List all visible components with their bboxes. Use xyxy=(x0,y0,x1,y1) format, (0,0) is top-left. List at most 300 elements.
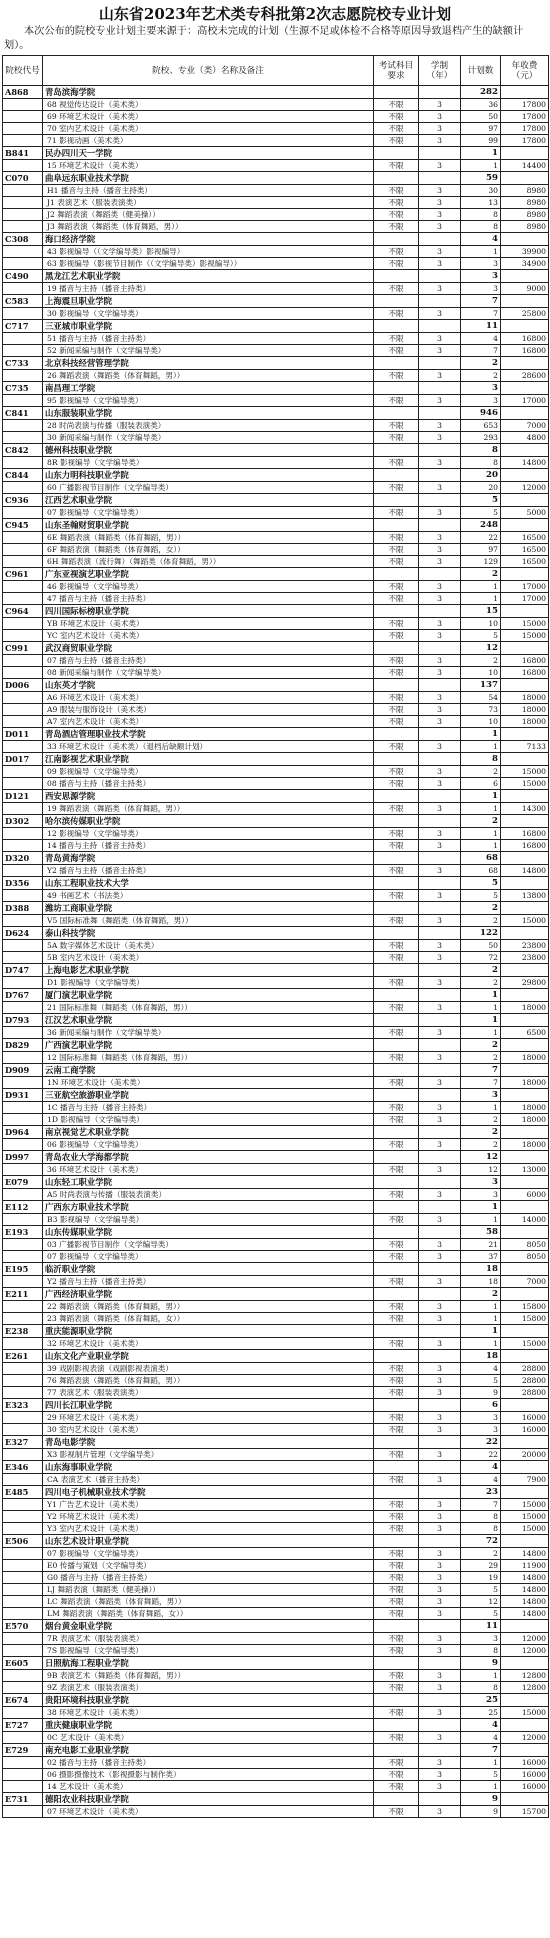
plan-cell: 18 xyxy=(461,1276,501,1288)
major-row xyxy=(3,952,549,964)
requirement-cell: 不限 xyxy=(374,395,419,407)
duration-cell: 3 xyxy=(419,1633,461,1645)
table-header-row xyxy=(3,56,549,86)
major-row xyxy=(3,556,549,568)
fee-cell: 15000 xyxy=(501,1338,549,1350)
duration-cell xyxy=(419,1436,461,1449)
plan-cell: 1 xyxy=(461,581,501,593)
duration-cell: 3 xyxy=(419,1548,461,1560)
name-cell: LC 舞蹈表演（舞蹈类（体育舞蹈，男）） xyxy=(43,1596,374,1608)
school-code xyxy=(3,432,43,444)
duration-cell xyxy=(419,605,461,618)
duration-cell: 3 xyxy=(419,1806,461,1818)
fee-cell: 16000 xyxy=(501,1781,549,1793)
school-row xyxy=(3,815,549,828)
name-cell: 07 影视编导（文学编导类） xyxy=(43,1548,374,1560)
school-code: D909 xyxy=(3,1064,43,1077)
requirement-cell: 不限 xyxy=(374,333,419,345)
duration-cell: 3 xyxy=(419,308,461,320)
school-code: A868 xyxy=(3,86,43,99)
school-code xyxy=(3,395,43,407)
plan-cell: 54 xyxy=(461,692,501,704)
plan-cell: 1 xyxy=(461,593,501,605)
fee-cell: 15000 xyxy=(501,618,549,630)
requirement-cell xyxy=(374,1719,419,1732)
fee-cell xyxy=(501,902,549,915)
name-cell: CA 表演艺术（播音主持类） xyxy=(43,1474,374,1486)
name-cell: 南充电影工业职业学院 xyxy=(43,1744,374,1757)
school-code xyxy=(3,1682,43,1694)
requirement-cell: 不限 xyxy=(374,1251,419,1263)
name-cell: 12 影视编导（文学编导类） xyxy=(43,828,374,840)
major-row xyxy=(3,507,549,519)
school-row xyxy=(3,568,549,581)
school-code xyxy=(3,1424,43,1436)
name-cell: 69 环境艺术设计（美术类） xyxy=(43,111,374,123)
requirement-cell: 不限 xyxy=(374,940,419,952)
major-row xyxy=(3,1584,549,1596)
requirement-cell xyxy=(374,1014,419,1027)
major-row xyxy=(3,1412,549,1424)
requirement-cell: 不限 xyxy=(374,135,419,147)
school-code: E674 xyxy=(3,1694,43,1707)
school-code xyxy=(3,370,43,382)
major-row xyxy=(3,209,549,221)
school-code xyxy=(3,667,43,679)
school-code xyxy=(3,1769,43,1781)
school-row xyxy=(3,1535,549,1548)
duration-cell: 3 xyxy=(419,890,461,902)
duration-cell: 3 xyxy=(419,1670,461,1682)
name-cell: 临沂职业学院 xyxy=(43,1263,374,1276)
duration-cell: 3 xyxy=(419,1572,461,1584)
plan-cell: 3 xyxy=(461,1189,501,1201)
fee-cell: 13800 xyxy=(501,890,549,902)
major-row xyxy=(3,221,549,233)
school-code xyxy=(3,1027,43,1039)
name-cell: 46 影视编导（文学编导类） xyxy=(43,581,374,593)
plan-cell: 1 xyxy=(461,1201,501,1214)
plan-cell: 72 xyxy=(461,1535,501,1548)
duration-cell: 3 xyxy=(419,111,461,123)
name-cell: 青岛电影学院 xyxy=(43,1436,374,1449)
school-row xyxy=(3,1399,549,1412)
requirement-cell: 不限 xyxy=(374,432,419,444)
major-row xyxy=(3,1511,549,1523)
requirement-cell xyxy=(374,494,419,507)
fee-cell: 15800 xyxy=(501,1313,549,1325)
plan-cell: 29 xyxy=(461,1560,501,1572)
school-code: E112 xyxy=(3,1201,43,1214)
plan-cell: 2 xyxy=(461,815,501,828)
plan-cell: 1 xyxy=(461,828,501,840)
requirement-cell xyxy=(374,1535,419,1548)
requirement-cell xyxy=(374,902,419,915)
name-cell: 52 新闻采编与制作（文学编导类） xyxy=(43,345,374,357)
requirement-cell: 不限 xyxy=(374,221,419,233)
name-cell: 12 国际标准舞（舞蹈类（体育舞蹈，男）） xyxy=(43,1052,374,1064)
plan-cell: 8 xyxy=(461,1645,501,1657)
requirement-cell: 不限 xyxy=(374,716,419,728)
duration-cell: 3 xyxy=(419,977,461,989)
fee-cell: 12000 xyxy=(501,482,549,494)
school-code xyxy=(3,1375,43,1387)
duration-cell: 3 xyxy=(419,1189,461,1201)
name-cell: J2 舞蹈表演（舞蹈类（健美操）） xyxy=(43,209,374,221)
requirement-cell xyxy=(374,1226,419,1239)
requirement-cell: 不限 xyxy=(374,1002,419,1014)
school-row xyxy=(3,1064,549,1077)
requirement-cell: 不限 xyxy=(374,1114,419,1126)
duration-cell xyxy=(419,790,461,803)
fee-cell: 6000 xyxy=(501,1189,549,1201)
requirement-cell: 不限 xyxy=(374,185,419,197)
plan-cell: 8 xyxy=(461,444,501,457)
school-code xyxy=(3,778,43,790)
requirement-cell: 不限 xyxy=(374,1499,419,1511)
name-cell: 15 环境艺术设计（美术类） xyxy=(43,160,374,172)
school-row xyxy=(3,1226,549,1239)
school-code xyxy=(3,1572,43,1584)
header-duration: 学制（年） xyxy=(419,56,461,86)
requirement-cell: 不限 xyxy=(374,420,419,432)
major-row xyxy=(3,160,549,172)
fee-cell: 12000 xyxy=(501,1732,549,1744)
major-row xyxy=(3,1251,549,1263)
school-row xyxy=(3,927,549,940)
requirement-cell xyxy=(374,989,419,1002)
school-code xyxy=(3,890,43,902)
header-fee: 年收费（元） xyxy=(501,56,549,86)
plan-cell: 73 xyxy=(461,704,501,716)
fee-cell xyxy=(501,1694,549,1707)
school-code xyxy=(3,1608,43,1620)
duration-cell xyxy=(419,444,461,457)
duration-cell: 3 xyxy=(419,1449,461,1461)
fee-cell: 7000 xyxy=(501,1276,549,1288)
school-code xyxy=(3,1732,43,1744)
school-code xyxy=(3,1276,43,1288)
duration-cell: 3 xyxy=(419,1164,461,1176)
plan-cell: 1 xyxy=(461,1338,501,1350)
school-row xyxy=(3,1201,549,1214)
school-row xyxy=(3,790,549,803)
plan-cell: 8 xyxy=(461,1511,501,1523)
requirement-cell: 不限 xyxy=(374,593,419,605)
requirement-cell xyxy=(374,815,419,828)
requirement-cell xyxy=(374,605,419,618)
major-row xyxy=(3,135,549,147)
fee-cell: 16800 xyxy=(501,345,549,357)
plan-cell: 3 xyxy=(461,395,501,407)
requirement-cell: 不限 xyxy=(374,160,419,172)
school-row xyxy=(3,852,549,865)
fee-cell xyxy=(501,728,549,741)
duration-cell: 3 xyxy=(419,258,461,270)
name-cell: A9 服装与服饰设计（美术类） xyxy=(43,704,374,716)
name-cell: G0 播音与主持（播音主持类） xyxy=(43,1572,374,1584)
duration-cell xyxy=(419,728,461,741)
requirement-cell: 不限 xyxy=(374,1560,419,1572)
school-code xyxy=(3,457,43,469)
name-cell: 5A 数字媒体艺术设计（美术类） xyxy=(43,940,374,952)
fee-cell xyxy=(501,605,549,618)
plan-cell: 2 xyxy=(461,766,501,778)
fee-cell: 14300 xyxy=(501,803,549,815)
name-cell: 70 室内艺术设计（美术类） xyxy=(43,123,374,135)
duration-cell: 3 xyxy=(419,1560,461,1572)
school-code xyxy=(3,1781,43,1793)
name-cell: 青岛农业大学海都学院 xyxy=(43,1151,374,1164)
duration-cell: 3 xyxy=(419,99,461,111)
fee-cell: 7133 xyxy=(501,741,549,753)
duration-cell: 3 xyxy=(419,803,461,815)
name-cell: 19 舞蹈表演（舞蹈类（体育舞蹈，男）） xyxy=(43,803,374,815)
requirement-cell: 不限 xyxy=(374,457,419,469)
requirement-cell: 不限 xyxy=(374,1424,419,1436)
school-code: D767 xyxy=(3,989,43,1002)
requirement-cell: 不限 xyxy=(374,1276,419,1288)
major-row xyxy=(3,1164,549,1176)
major-row xyxy=(3,1608,549,1620)
school-code xyxy=(3,1499,43,1511)
major-row xyxy=(3,532,549,544)
name-cell: 青岛酒店管理职业技术学院 xyxy=(43,728,374,741)
school-code xyxy=(3,160,43,172)
plan-cell: 3 xyxy=(461,1176,501,1189)
duration-cell: 3 xyxy=(419,593,461,605)
duration-cell xyxy=(419,1719,461,1732)
requirement-cell xyxy=(374,1089,419,1102)
intro-paragraph: 本次公布的院校专业计划主要来源于：高校未完成的计划（生源不足或体检不合格等原因导致退档产生的缺额计划）。 xyxy=(4,26,524,51)
school-code xyxy=(3,333,43,345)
requirement-cell xyxy=(374,1657,419,1670)
major-row xyxy=(3,593,549,605)
name-cell: D1 影视编导（文学编导类） xyxy=(43,977,374,989)
plan-cell: 5 xyxy=(461,1608,501,1620)
name-cell: 5B 室内艺术设计（美术类） xyxy=(43,952,374,964)
name-cell: 南京视觉艺术职业学院 xyxy=(43,1126,374,1139)
duration-cell: 3 xyxy=(419,123,461,135)
name-cell: 北京科技经营管理学院 xyxy=(43,357,374,370)
name-cell: Y2 播音与主持（播音主持类） xyxy=(43,1276,374,1288)
requirement-cell xyxy=(374,753,419,766)
plan-cell: 72 xyxy=(461,952,501,964)
school-code: D793 xyxy=(3,1014,43,1027)
fee-cell: 20000 xyxy=(501,1449,549,1461)
school-code: E195 xyxy=(3,1263,43,1276)
fee-cell xyxy=(501,1039,549,1052)
school-code xyxy=(3,544,43,556)
duration-cell xyxy=(419,852,461,865)
requirement-cell: 不限 xyxy=(374,655,419,667)
requirement-cell: 不限 xyxy=(374,828,419,840)
requirement-cell: 不限 xyxy=(374,766,419,778)
plan-cell: 9 xyxy=(461,1806,501,1818)
plan-cell: 22 xyxy=(461,1436,501,1449)
name-cell: 39 戏剧影视表演（戏剧影视表演类） xyxy=(43,1363,374,1375)
duration-cell: 3 xyxy=(419,135,461,147)
plan-cell: 9 xyxy=(461,1657,501,1670)
fee-cell: 16000 xyxy=(501,1412,549,1424)
school-code xyxy=(3,1449,43,1461)
duration-cell: 3 xyxy=(419,1499,461,1511)
name-cell: 海口经济学院 xyxy=(43,233,374,246)
plan-cell: 5 xyxy=(461,630,501,642)
duration-cell xyxy=(419,1744,461,1757)
name-cell: 14 播音与主持（播音主持类） xyxy=(43,840,374,852)
requirement-cell: 不限 xyxy=(374,1027,419,1039)
fee-cell: 17000 xyxy=(501,581,549,593)
major-row xyxy=(3,667,549,679)
requirement-cell xyxy=(374,1486,419,1499)
duration-cell: 3 xyxy=(419,1596,461,1608)
school-row xyxy=(3,728,549,741)
school-row xyxy=(3,1039,549,1052)
requirement-cell xyxy=(374,568,419,581)
major-row xyxy=(3,1474,549,1486)
duration-cell xyxy=(419,1263,461,1276)
plan-cell: 13 xyxy=(461,197,501,209)
fee-cell: 8980 xyxy=(501,221,549,233)
fee-cell xyxy=(501,1657,549,1670)
major-row xyxy=(3,778,549,790)
requirement-cell: 不限 xyxy=(374,1596,419,1608)
name-cell: 03 广播影视节目制作（文学编导类） xyxy=(43,1239,374,1251)
school-code: E731 xyxy=(3,1793,43,1806)
duration-cell xyxy=(419,519,461,532)
plan-cell: 282 xyxy=(461,86,501,99)
requirement-cell: 不限 xyxy=(374,840,419,852)
plan-cell: 12 xyxy=(461,1596,501,1608)
name-cell: 山东海事职业学院 xyxy=(43,1461,374,1474)
name-cell: 71 影视动画（美术类） xyxy=(43,135,374,147)
requirement-cell xyxy=(374,357,419,370)
name-cell: 德阳农业科技职业学院 xyxy=(43,1793,374,1806)
school-row xyxy=(3,147,549,160)
major-row xyxy=(3,1052,549,1064)
major-row xyxy=(3,1732,549,1744)
major-row xyxy=(3,457,549,469)
duration-cell: 3 xyxy=(419,507,461,519)
school-row xyxy=(3,1288,549,1301)
major-row xyxy=(3,1560,549,1572)
school-code xyxy=(3,618,43,630)
requirement-cell: 不限 xyxy=(374,704,419,716)
fee-cell: 14800 xyxy=(501,1608,549,1620)
name-cell: 7R 表演艺术（服装表演类） xyxy=(43,1633,374,1645)
fee-cell: 8980 xyxy=(501,197,549,209)
school-row xyxy=(3,989,549,1002)
major-row xyxy=(3,1002,549,1014)
requirement-cell: 不限 xyxy=(374,1077,419,1089)
duration-cell xyxy=(419,568,461,581)
school-code xyxy=(3,1645,43,1657)
requirement-cell: 不限 xyxy=(374,1052,419,1064)
fee-cell xyxy=(501,1226,549,1239)
duration-cell: 3 xyxy=(419,556,461,568)
school-code xyxy=(3,1511,43,1523)
fee-cell: 16800 xyxy=(501,840,549,852)
plan-cell: 3 xyxy=(461,1412,501,1424)
duration-cell xyxy=(419,1064,461,1077)
duration-cell xyxy=(419,1486,461,1499)
fee-cell xyxy=(501,1350,549,1363)
requirement-cell xyxy=(374,679,419,692)
school-code: D006 xyxy=(3,679,43,692)
school-code xyxy=(3,655,43,667)
requirement-cell: 不限 xyxy=(374,915,419,927)
plan-cell: 23 xyxy=(461,1486,501,1499)
name-cell: 泰山科技学院 xyxy=(43,927,374,940)
duration-cell xyxy=(419,753,461,766)
school-code xyxy=(3,1806,43,1818)
requirement-cell xyxy=(374,444,419,457)
duration-cell: 3 xyxy=(419,1214,461,1226)
duration-cell: 3 xyxy=(419,1682,461,1694)
fee-cell: 16500 xyxy=(501,532,549,544)
requirement-cell xyxy=(374,1350,419,1363)
duration-cell xyxy=(419,1350,461,1363)
school-code xyxy=(3,1670,43,1682)
school-code: E238 xyxy=(3,1325,43,1338)
name-cell: 36 环境艺术设计（美术类） xyxy=(43,1164,374,1176)
school-row xyxy=(3,1461,549,1474)
fee-cell xyxy=(501,320,549,333)
school-row xyxy=(3,1126,549,1139)
plan-cell: 99 xyxy=(461,135,501,147)
requirement-cell xyxy=(374,1793,419,1806)
name-cell: 9Z 表演艺术（服装表演类） xyxy=(43,1682,374,1694)
requirement-cell: 不限 xyxy=(374,1633,419,1645)
major-row xyxy=(3,185,549,197)
duration-cell: 3 xyxy=(419,1251,461,1263)
name-cell: 三亚航空旅游职业学院 xyxy=(43,1089,374,1102)
plan-cell: 1 xyxy=(461,803,501,815)
school-code: C308 xyxy=(3,233,43,246)
plan-cell: 4 xyxy=(461,333,501,345)
school-code xyxy=(3,1251,43,1263)
school-code xyxy=(3,1584,43,1596)
major-row xyxy=(3,890,549,902)
plan-cell: 30 xyxy=(461,185,501,197)
plan-cell: 2 xyxy=(461,902,501,915)
duration-cell: 3 xyxy=(419,581,461,593)
requirement-cell xyxy=(374,964,419,977)
plan-cell: 1 xyxy=(461,728,501,741)
school-code: C991 xyxy=(3,642,43,655)
plan-cell: 18 xyxy=(461,1350,501,1363)
school-code xyxy=(3,345,43,357)
requirement-cell: 不限 xyxy=(374,1338,419,1350)
requirement-cell: 不限 xyxy=(374,1164,419,1176)
plan-cell: 59 xyxy=(461,172,501,185)
name-cell: 山东传媒职业学院 xyxy=(43,1226,374,1239)
name-cell: 0C 艺术设计（美术类） xyxy=(43,1732,374,1744)
fee-cell: 17800 xyxy=(501,99,549,111)
school-code: E605 xyxy=(3,1657,43,1670)
major-row xyxy=(3,333,549,345)
school-code: E727 xyxy=(3,1719,43,1732)
duration-cell xyxy=(419,877,461,890)
name-cell: 30 室内艺术设计（美术类） xyxy=(43,1424,374,1436)
plan-cell: 50 xyxy=(461,940,501,952)
plan-cell: 7 xyxy=(461,295,501,308)
school-code: C964 xyxy=(3,605,43,618)
fee-cell xyxy=(501,1201,549,1214)
requirement-cell xyxy=(374,1744,419,1757)
duration-cell: 3 xyxy=(419,1102,461,1114)
